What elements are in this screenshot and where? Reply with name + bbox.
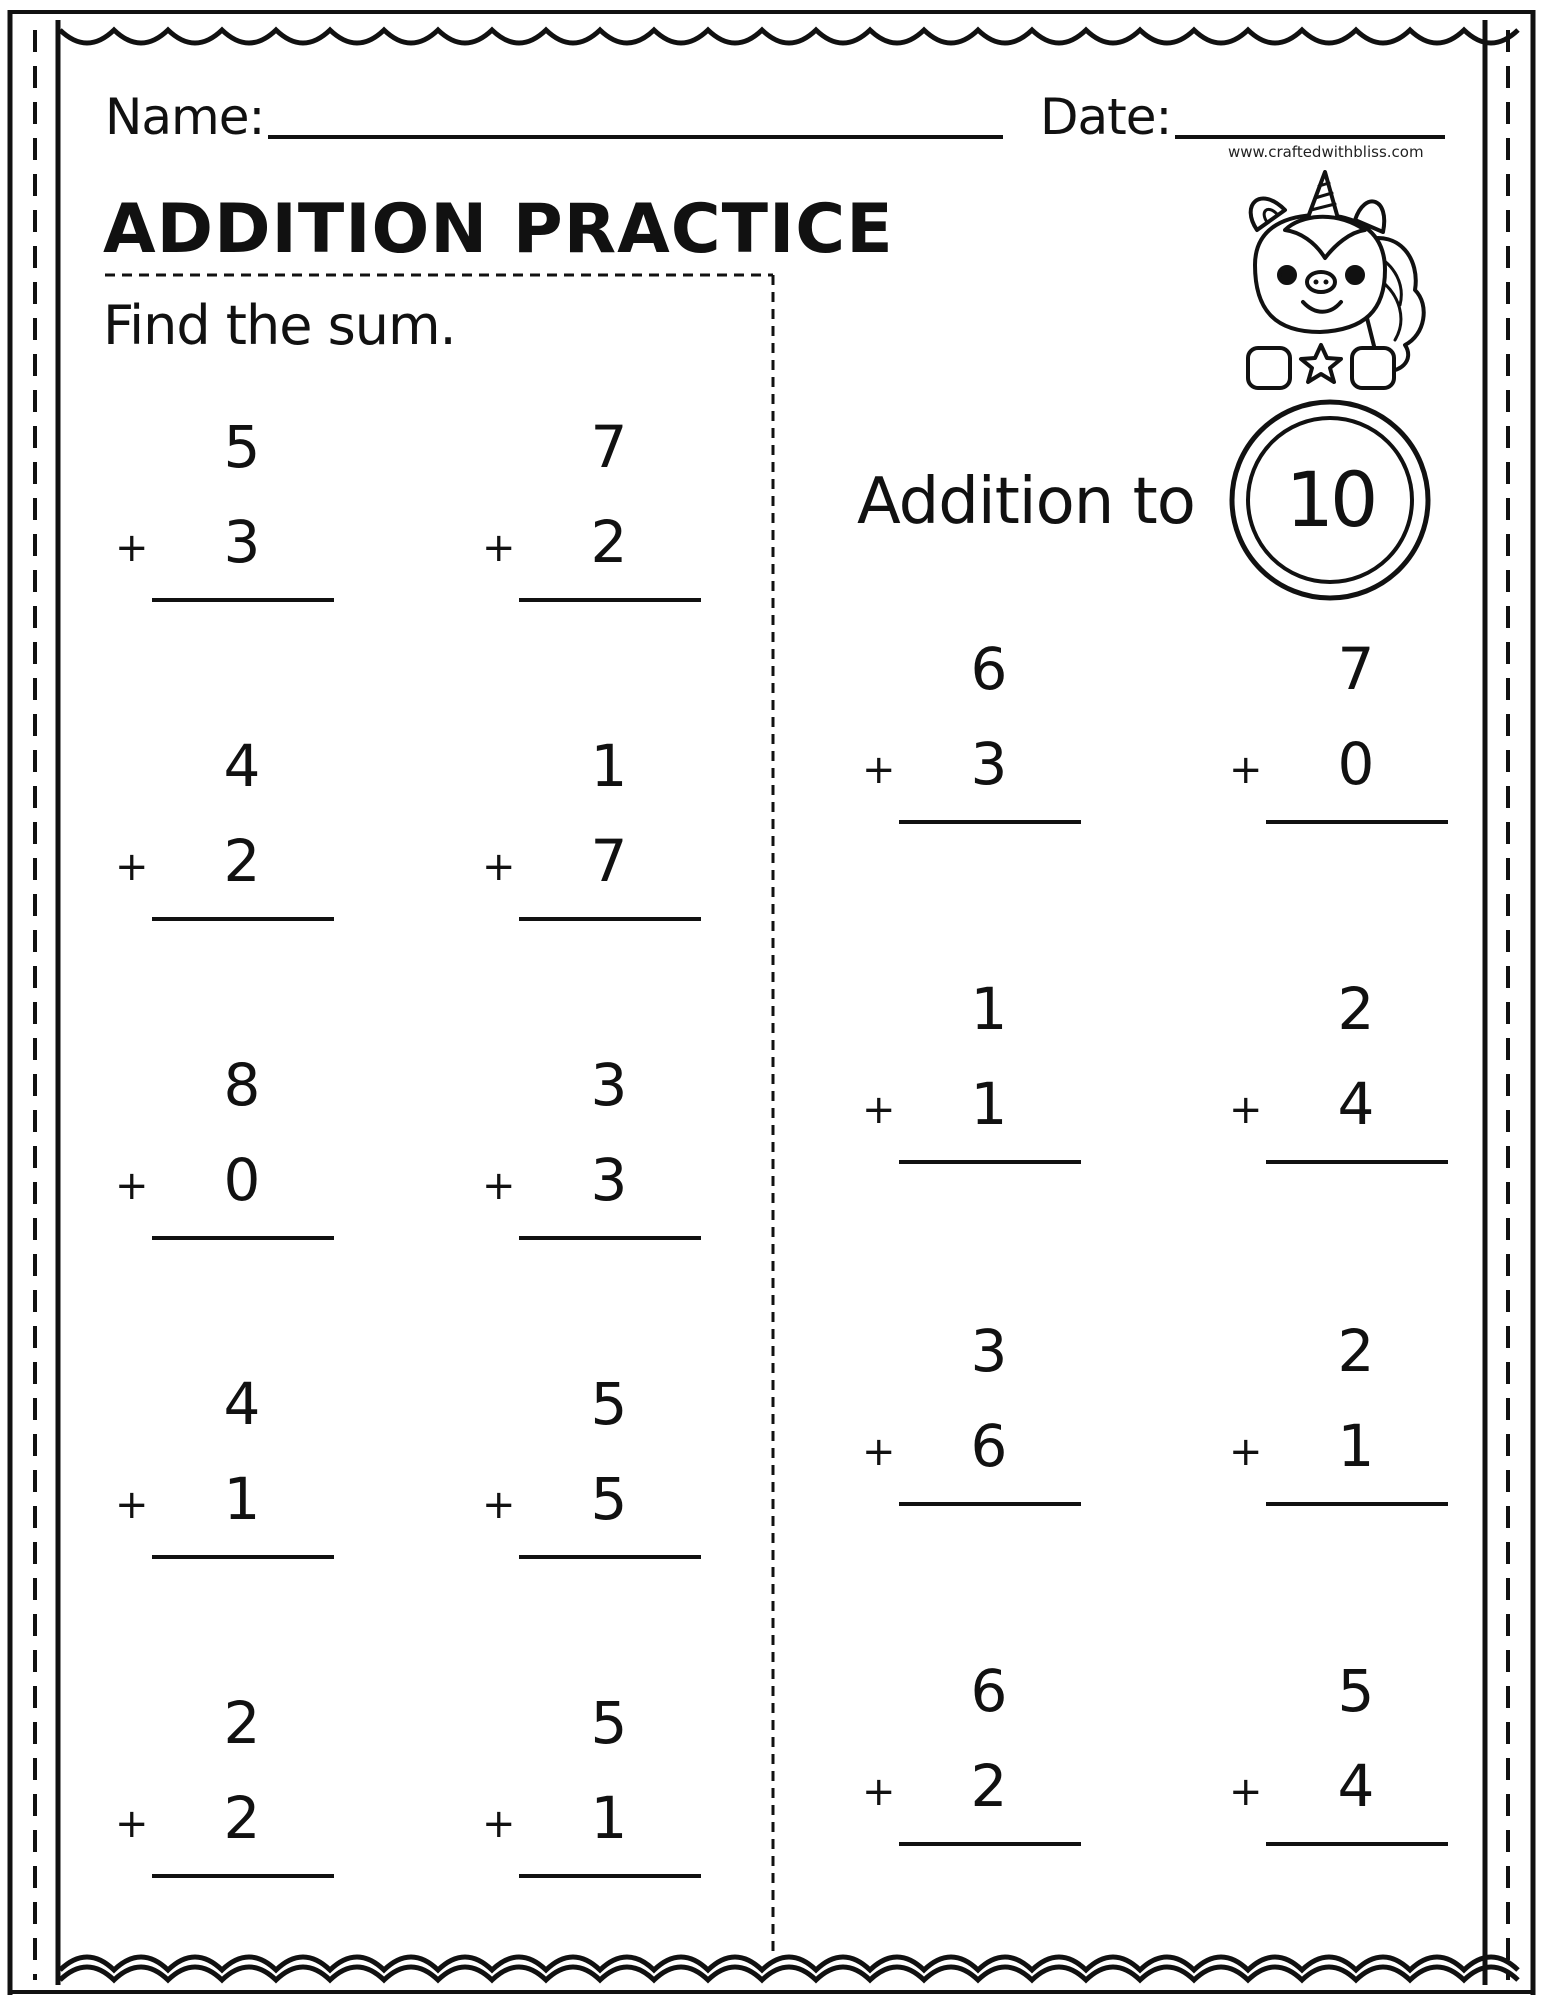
addend-top: 2 bbox=[223, 1689, 261, 1757]
addend-bottom: 7 bbox=[590, 827, 628, 895]
addend-top: 5 bbox=[590, 1370, 628, 1438]
addition-problem bbox=[115, 1370, 325, 1575]
addend-top: 2 bbox=[1337, 975, 1375, 1043]
addition-problem bbox=[482, 1370, 692, 1575]
addition-problem bbox=[115, 1051, 325, 1256]
addend-top: 4 bbox=[223, 732, 261, 800]
plus-sign: + bbox=[482, 525, 516, 571]
plus-sign: + bbox=[862, 1087, 896, 1133]
answer-line[interactable] bbox=[519, 1555, 701, 1559]
plus-sign: + bbox=[482, 1482, 516, 1528]
name-field[interactable] bbox=[268, 135, 1003, 139]
addition-problem bbox=[1229, 1657, 1439, 1862]
addend-bottom: 3 bbox=[590, 1146, 628, 1214]
answer-line[interactable] bbox=[519, 917, 701, 921]
addend-bottom: 2 bbox=[970, 1752, 1008, 1820]
addition-problem bbox=[862, 975, 1072, 1180]
addition-problem bbox=[862, 635, 1072, 840]
answer-line[interactable] bbox=[519, 1874, 701, 1878]
plus-sign: + bbox=[1229, 747, 1263, 793]
addend-bottom: 1 bbox=[223, 1465, 261, 1533]
answer-line[interactable] bbox=[1266, 1842, 1448, 1846]
addition-problem bbox=[482, 732, 692, 937]
addition-problem bbox=[1229, 635, 1439, 840]
addition-problem bbox=[115, 732, 325, 937]
badge-number: 10 bbox=[1285, 455, 1375, 544]
plus-sign: + bbox=[482, 844, 516, 890]
addend-bottom: 0 bbox=[223, 1146, 261, 1214]
addend-bottom: 1 bbox=[590, 1784, 628, 1852]
addend-bottom: 1 bbox=[970, 1070, 1008, 1138]
addend-top: 7 bbox=[1337, 635, 1375, 703]
addition-problem bbox=[115, 1689, 325, 1894]
unicorn-icon bbox=[1215, 170, 1465, 415]
addition-problem bbox=[1229, 975, 1439, 1180]
answer-line[interactable] bbox=[519, 1236, 701, 1240]
plus-sign: + bbox=[862, 747, 896, 793]
plus-sign: + bbox=[1229, 1769, 1263, 1815]
plus-sign: + bbox=[482, 1801, 516, 1847]
addend-bottom: 6 bbox=[970, 1412, 1008, 1480]
addend-bottom: 2 bbox=[590, 508, 628, 576]
addition-problem bbox=[482, 413, 692, 618]
addition-problem bbox=[115, 413, 325, 618]
answer-line[interactable] bbox=[152, 1874, 334, 1878]
plus-sign: + bbox=[115, 844, 149, 890]
answer-line[interactable] bbox=[152, 598, 334, 602]
plus-sign: + bbox=[1229, 1087, 1263, 1133]
addition-problem bbox=[862, 1317, 1072, 1522]
website-url: www.craftedwithbliss.com bbox=[1228, 143, 1424, 161]
addend-top: 5 bbox=[1337, 1657, 1375, 1725]
addend-top: 4 bbox=[223, 1370, 261, 1438]
addend-bottom: 5 bbox=[590, 1465, 628, 1533]
answer-line[interactable] bbox=[899, 820, 1081, 824]
addend-top: 7 bbox=[590, 413, 628, 481]
plus-sign: + bbox=[115, 1801, 149, 1847]
answer-line[interactable] bbox=[899, 1160, 1081, 1164]
plus-sign: + bbox=[482, 1163, 516, 1209]
addend-bottom: 2 bbox=[223, 827, 261, 895]
plus-sign: + bbox=[862, 1429, 896, 1475]
addend-bottom: 3 bbox=[970, 730, 1008, 798]
name-label: Name: bbox=[105, 88, 265, 146]
addition-problem bbox=[1229, 1317, 1439, 1522]
plus-sign: + bbox=[862, 1769, 896, 1815]
addend-bottom: 2 bbox=[223, 1784, 261, 1852]
plus-sign: + bbox=[115, 525, 149, 571]
addend-top: 3 bbox=[590, 1051, 628, 1119]
addend-top: 5 bbox=[223, 413, 261, 481]
addition-problem bbox=[482, 1689, 692, 1894]
addend-top: 1 bbox=[590, 732, 628, 800]
plus-sign: + bbox=[115, 1482, 149, 1528]
addend-top: 6 bbox=[970, 635, 1008, 703]
answer-line[interactable] bbox=[152, 917, 334, 921]
addend-top: 6 bbox=[970, 1657, 1008, 1725]
date-field[interactable] bbox=[1175, 135, 1445, 139]
answer-line[interactable] bbox=[1266, 820, 1448, 824]
answer-line[interactable] bbox=[152, 1555, 334, 1559]
instructions: Find the sum. bbox=[103, 294, 456, 357]
addend-bottom: 4 bbox=[1337, 1070, 1375, 1138]
section-heading: Addition to bbox=[857, 465, 1195, 539]
addend-bottom: 3 bbox=[223, 508, 261, 576]
addend-top: 5 bbox=[590, 1689, 628, 1757]
plus-sign: + bbox=[115, 1163, 149, 1209]
plus-sign: + bbox=[1229, 1429, 1263, 1475]
addend-bottom: 1 bbox=[1337, 1412, 1375, 1480]
addend-top: 8 bbox=[223, 1051, 261, 1119]
date-label: Date: bbox=[1040, 88, 1172, 146]
answer-line[interactable] bbox=[519, 598, 701, 602]
addend-top: 3 bbox=[970, 1317, 1008, 1385]
addition-problem bbox=[862, 1657, 1072, 1862]
answer-line[interactable] bbox=[1266, 1160, 1448, 1164]
answer-line[interactable] bbox=[899, 1842, 1081, 1846]
answer-line[interactable] bbox=[1266, 1502, 1448, 1506]
addend-bottom: 4 bbox=[1337, 1752, 1375, 1820]
worksheet-title: ADDITION PRACTICE bbox=[103, 190, 894, 269]
addend-bottom: 0 bbox=[1337, 730, 1375, 798]
answer-line[interactable] bbox=[899, 1502, 1081, 1506]
addition-problem bbox=[482, 1051, 692, 1256]
answer-line[interactable] bbox=[152, 1236, 334, 1240]
addend-top: 2 bbox=[1337, 1317, 1375, 1385]
addend-top: 1 bbox=[970, 975, 1008, 1043]
